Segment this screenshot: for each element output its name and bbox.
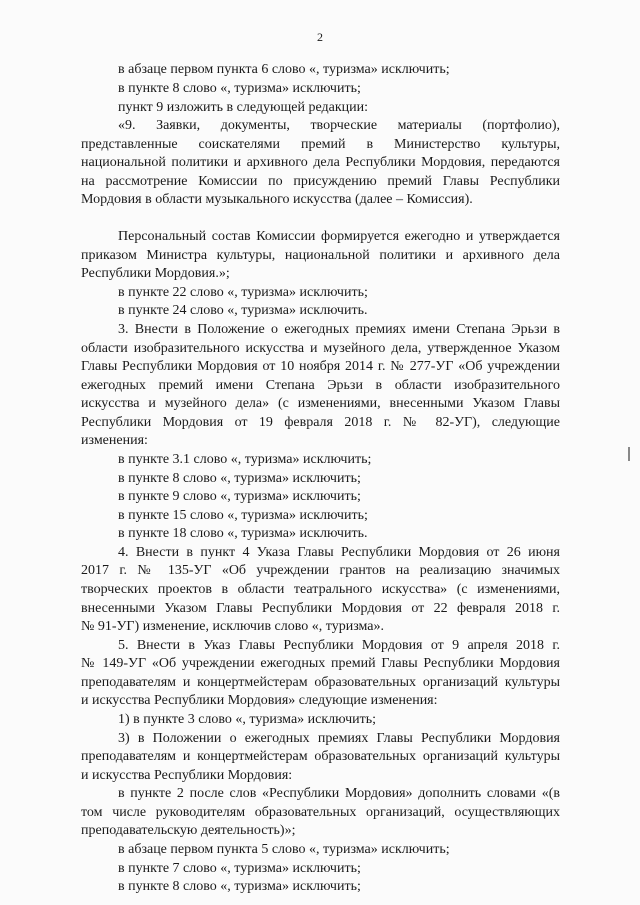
text-line: области изобразительного искусства и музейного дела, утвержденное Указом <box>81 341 560 356</box>
text-line: преподавателям и концертмейстерам образовательных организаций культуры <box>81 675 560 690</box>
text-line: в пункте 24 слово «, туризма» исключить. <box>118 303 368 318</box>
text-line: Главы Республики Мордовия от 10 ноября 2014 г. № 277-УГ «Об учреждении <box>81 359 560 374</box>
page-number: 2 <box>317 30 323 44</box>
text-line: на рассмотрение Комиссии по присуждению премий Главы Республики <box>81 174 560 189</box>
text-line: в пункте 8 слово «, туризма» исключить; <box>118 471 361 486</box>
text-line: в пункте 18 слово «, туризма» исключить. <box>118 526 368 541</box>
text-line: творческих проектов в области театрального искусства» (с изменениями, <box>81 582 560 597</box>
text-line: внесенными Указом Главы Республики Мордовия от 22 февраля 2018 г. <box>81 601 560 616</box>
text-line: в пункте 15 слово «, туризма» исключить; <box>118 508 368 523</box>
text-line: 5. Внести в Указ Главы Республики Мордовия от 9 апреля 2018 г. <box>118 638 560 653</box>
text-line: искусства и музейного дела» (с изменениями, внесенными Указом Главы <box>81 396 560 411</box>
text-line: Республики Мордовия от 19 февраля 2018 г. № 82-УГ), следующие <box>81 415 560 430</box>
text-line: в пункте 7 слово «, туризма» исключить; <box>118 861 361 876</box>
text-line: пункт 9 изложить в следующей редакции: <box>118 100 368 115</box>
text-line: ежегодных премий имени Степана Эрьзи в области изобразительного <box>81 378 560 393</box>
text-line: 4. Внести в пункт 4 Указа Главы Республики Мордовия от 26 июня <box>118 545 560 560</box>
text-line: в пункте 8 слово «, туризма» исключить; <box>118 879 361 894</box>
text-line: в пункте 2 после слов «Республики Мордовия» дополнить словами «(в <box>118 786 560 801</box>
text-line: и искусства Республики Мордовия: <box>81 768 293 783</box>
text-line: национальной политики и архивного дела Республики Мордовия, передаются <box>81 155 560 170</box>
text-line: Персональный состав Комиссии формируется ежегодно и утверждается <box>118 229 560 244</box>
text-line: том числе руководителям образовательных организаций, осуществляющих <box>81 805 560 820</box>
text-line: в пункте 22 слово «, туризма» исключить; <box>118 285 368 300</box>
text-line: 3. Внести в Положение о ежегодных премиях имени Степана Эрьзи в <box>118 322 560 337</box>
text-line: в абзаце первом пункта 5 слово «, туризма» исключить; <box>118 842 450 857</box>
text-line: в абзаце первом пункта 6 слово «, туризма» исключить; <box>118 62 450 77</box>
text-line: № 149-УГ «Об учреждении ежегодных премий Главы Республики Мордовия <box>81 656 560 671</box>
text-line: преподавательскую деятельность)»; <box>81 823 296 838</box>
text-line: Мордовия в области музыкального искусства (далее – Комиссия). <box>81 192 473 207</box>
scan-mark <box>628 447 630 461</box>
text-line: 2017 г. № 135-УГ «Об учреждении грантов на реализацию значимых <box>81 563 560 578</box>
text-line: преподавателям и концертмейстерам образовательных организаций культуры <box>81 749 560 764</box>
text-line: Республики Мордовия.»; <box>81 266 230 281</box>
text-line: «9. Заявки, документы, творческие материалы (портфолио), <box>118 118 560 133</box>
text-line: приказом Министра культуры, национальной политики и архивного дела <box>81 248 560 263</box>
text-line: в пункте 9 слово «, туризма» исключить; <box>118 489 361 504</box>
text-line: изменения: <box>81 433 148 448</box>
text-line: в пункте 8 слово «, туризма» исключить; <box>118 81 361 96</box>
text-line: № 91-УГ) изменение, исключив слово «, туризма». <box>81 619 385 634</box>
text-line: 3) в Положении о ежегодных премиях Главы Республики Мордовия <box>118 731 560 746</box>
text-line: и искусства Республики Мордовия» следующие изменения: <box>81 693 438 708</box>
text-line: в пункте 3.1 слово «, туризма» исключить; <box>118 452 372 467</box>
text-line: 1) в пункте 3 слово «, туризма» исключить; <box>118 712 377 727</box>
text-line: представленные соискателями премий в Министерство культуры, <box>81 137 560 152</box>
